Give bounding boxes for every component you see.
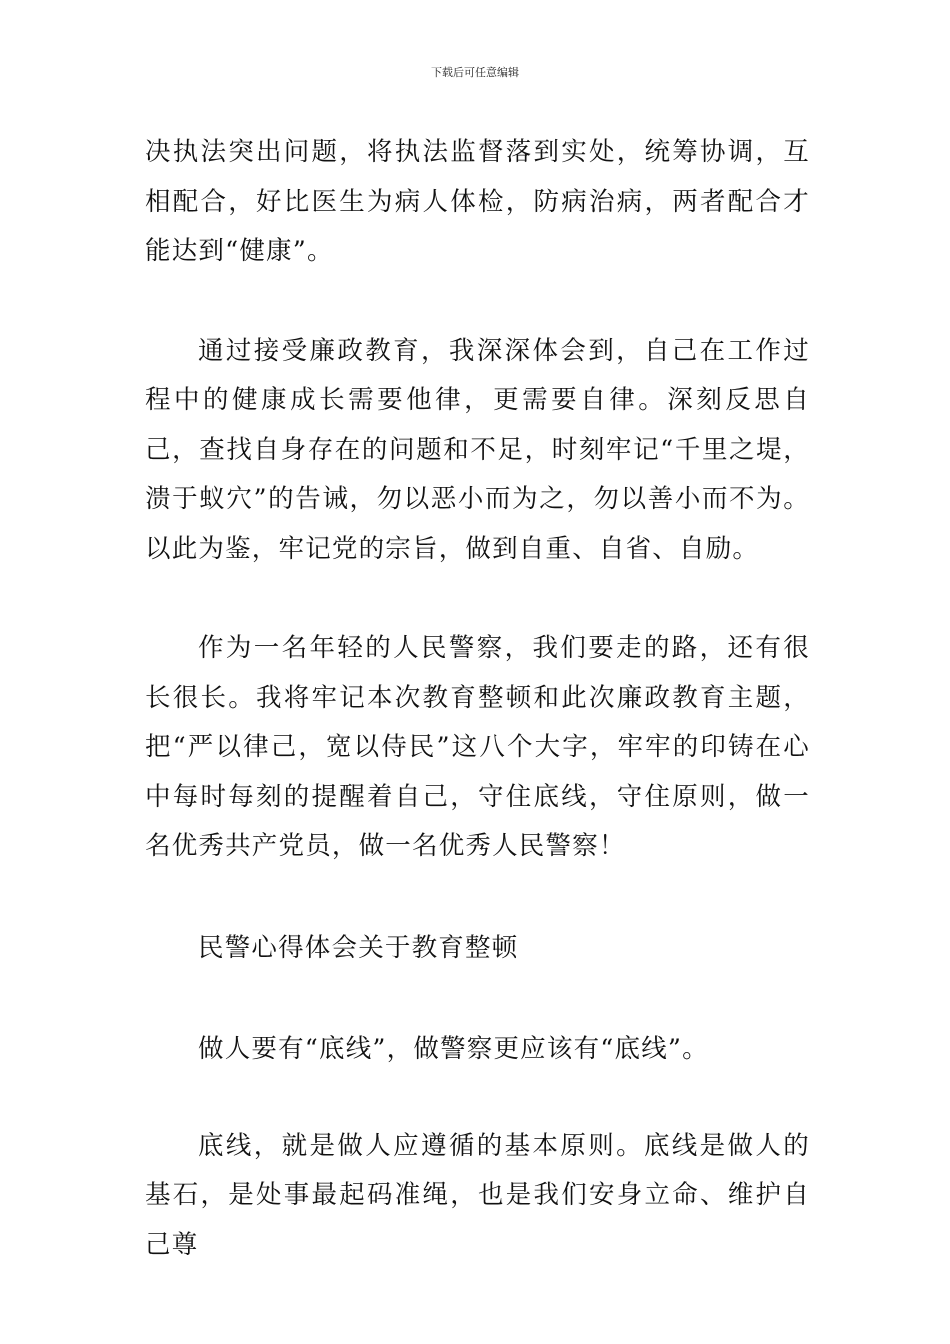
paragraph-young-police: 作为一名年轻的人民警察，我们要走的路，还有很长很长。我将牢记本次教育整顿和此次廉政教育主题，把“严以律己，宽以侍民”这八个大字，牢牢的印铸在心中每时每刻的提醒着自己，守住底线，守住原则，做一名优秀共产党员，做一名优秀人民警察！ — [145, 633, 810, 861]
document-body — [145, 128, 810, 1270]
paragraph-continuation: 决执法突出问题，将执法监督落到实处，统筹协调，互相配合，好比医生为病人体检，防病治病，两者配合才能达到“健康”。 — [145, 137, 810, 266]
paragraph-bottom-line: 做人要有“底线”，做警察更应该有“底线”。 — [198, 1034, 709, 1064]
page-header: 下载后可任意编辑 — [431, 66, 519, 79]
paragraph-bottom-line-definition: 底线，就是做人应遵循的基本原则。底线是做人的基石，是处事最起码准绳，也是我们安身立命、维护自己尊 — [145, 1130, 810, 1260]
section-title: 民警心得体会关于教育整顿 — [198, 932, 519, 963]
paragraph-integrity-education: 通过接受廉政教育，我深深体会到，自己在工作过程中的健康成长需要他律，更需要自律。深刻反思自己，查找自身存在的问题和不足，时刻牢记“千里之堤，溃于蚁穴”的告诫，勿以恶小而为之，勿以善小而不为。以此为鉴，牢记党的宗旨，做到自重、自省、自励。 — [145, 335, 810, 564]
